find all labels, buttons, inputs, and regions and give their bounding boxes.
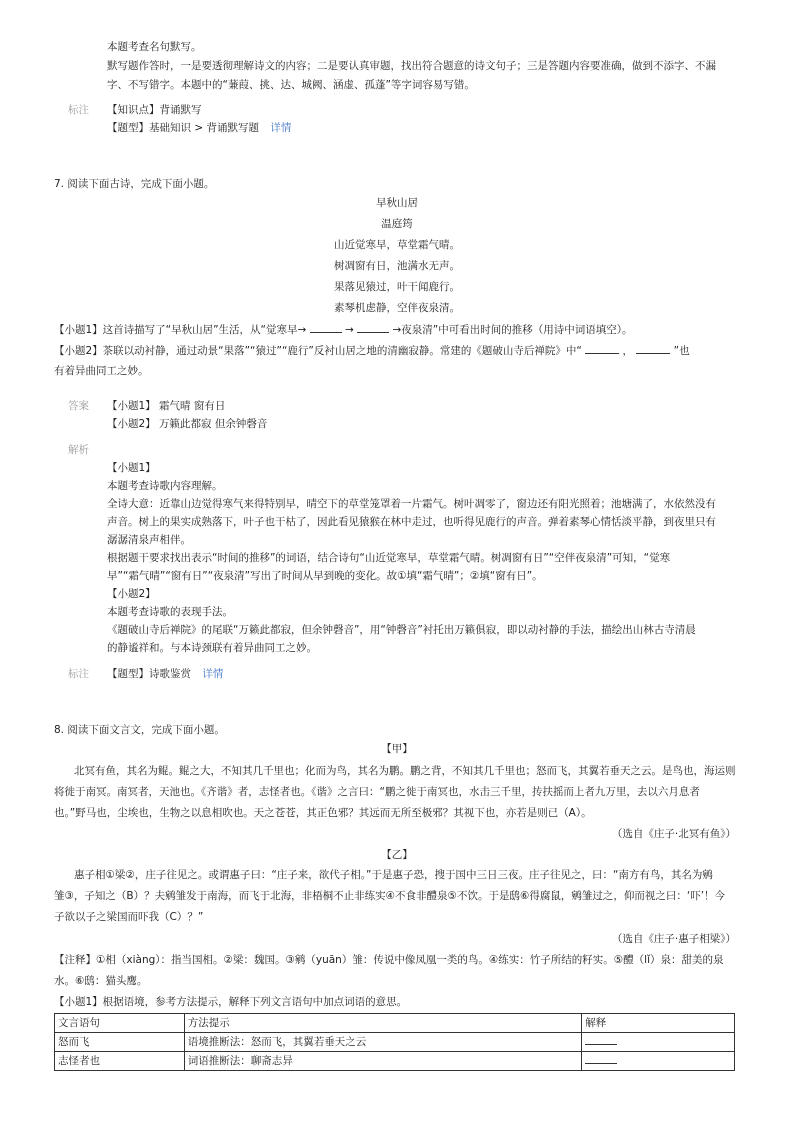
answer-blank[interactable] xyxy=(585,1053,617,1064)
q7-sub1-text: 【小题1】这首诗描写了“早秋山居”生活，从“觉寒早→ xyxy=(54,324,307,336)
q7-sub1 xyxy=(54,322,632,337)
q7-analysis-line: 【小题2】 xyxy=(107,588,156,600)
q7-stem: 7. 阅读下面古诗，完成下面小题。 xyxy=(54,178,215,190)
q8-notes-line1: 【注释】①相（xiàng）：指当国相。②梁：魏国。③鹓（yuān）雏：传说中像凤凰一类的鸟。④练实：竹子所结的籽实。⑤醴（lǐ）泉：甜美的泉 xyxy=(54,954,724,966)
q7-poem-line: 素琴机虑静，空伴夜泉清。 xyxy=(334,302,460,314)
q8-jia-title: 【甲】 xyxy=(381,743,413,755)
table-header-cell: 方法提示 xyxy=(184,1014,581,1033)
q8-yi-title: 【乙】 xyxy=(381,849,413,861)
q7-analysis-line: 本题考查诗歌的表现手法。 xyxy=(107,606,233,618)
q7-analysis-line: 潺潺清泉声相伴。 xyxy=(107,534,191,546)
q7-analysis-line: 【小题1】 xyxy=(107,462,156,474)
q7-type-tag xyxy=(107,667,223,681)
q7-analysis-line: 《题破山寺后禅院》的尾联“万籁此都寂，但余钟磬音”，用“钟磬音”衬托出万籁俱寂，即以动衬静的手法，描绘出山林古寺清晨 xyxy=(107,624,696,636)
prev-detail-link[interactable]: 详情 xyxy=(270,122,292,134)
prev-type-tag xyxy=(107,121,291,135)
q7-poem-author: 温庭筠 xyxy=(381,218,413,230)
prev-tag-label: 标注 xyxy=(68,104,89,116)
table-cell-hint: 语境推断法：怒而飞，其翼若垂天之云 xyxy=(184,1033,581,1052)
q7-detail-link[interactable]: 详情 xyxy=(202,668,224,680)
q7-sub2-text: 【小题2】茶联以动衬静，通过动景“果落”“猿过”“鹿行”反衬山居之地的清幽寂静。常建的《题破山寺后禅院》中“ xyxy=(54,345,582,357)
q7-analysis-line: 的静谧祥和。与本诗颈联有着异曲同工之妙。 xyxy=(107,642,317,654)
q7-analysis-line: 早”“霜气晴”“窗有日”“夜泉清”写出了时间从早到晚的变化。故①填“霜气晴”；②填“窗有日”。 xyxy=(107,570,543,582)
table-header-row xyxy=(55,1014,735,1033)
q8-notes-line2: 水。⑥鸱：猫头鹰。 xyxy=(54,975,148,987)
q7-sub1-arrow: → xyxy=(344,324,354,336)
q7-poem-line: 树凋窗有日，池满水无声。 xyxy=(334,260,460,272)
prev-analysis-line2: 默写题作答时，一是要透彻理解诗文的内容；二是要认真审题，找出符合题意的诗文句子；三是答题内容要准确，做到不添字、不漏 xyxy=(107,60,716,72)
q8-yi-line: 子欲以子之梁国而吓我（C）？” xyxy=(54,911,204,923)
q7-analysis-line: 根据题干要求找出表示“时间的推移”的词语，结合诗句“山近觉寒早，草堂霜气晴。树凋窗有日”“空伴夜泉清”可知，“觉寒 xyxy=(107,552,671,564)
table-cell-sentence: 怒而飞 xyxy=(55,1033,185,1052)
table-row xyxy=(55,1052,735,1071)
q7-analysis-label: 解析 xyxy=(68,444,89,456)
answer-blank[interactable] xyxy=(585,1034,617,1045)
q7-sub2 xyxy=(54,343,690,358)
q7-sub1-text-end: →夜泉清”中可看出时间的推移（用诗中词语填空）。 xyxy=(392,324,633,336)
table-cell-hint: 词语推断法：聊斋志异 xyxy=(184,1052,581,1071)
q7-analysis-line: 声音。树上的果实成熟落下，叶子也干枯了，因此看见猿猴在林中走过，也听得见鹿行的声音。弹着素琴心情恬淡平静，到夜里只有 xyxy=(107,516,716,528)
q8-stem: 8. 阅读下面文言文，完成下面小题。 xyxy=(54,724,225,736)
q8-sub1: 【小题1】根据语境，参考方法提示，解释下列文言语句中加点词语的意思。 xyxy=(54,996,408,1008)
table-cell-answer[interactable] xyxy=(582,1033,735,1052)
prev-knowledge-tag: 【知识点】背诵默写 xyxy=(107,104,202,116)
q8-yi-line: 雏③，子知之（B）？夫鹓雏发于南海，而飞于北海，非梧桐不止非练实④不食非醴泉⑤不饮。于是鸱⑥得腐鼠，鹓雏过之，仰而视之曰：‘吓’！今 xyxy=(54,890,726,902)
q7-poem-line: 山近觉寒早，草堂霜气晴。 xyxy=(334,239,460,251)
q8-yi-line: 惠子相①梁②，庄子往见之。或谓惠子曰：“庄子来，欲代子相。”于是惠子恐，搜于国中三日三夜。庄子往见之，曰：“南方有鸟，其名为鹓 xyxy=(74,869,713,881)
q7-sub2-cont: 有着异曲同工之妙。 xyxy=(54,365,149,377)
q7-answer1: 【小题1】 霜气晴 窗有日 xyxy=(107,400,226,412)
table-cell-sentence: 志怪者也 xyxy=(55,1052,185,1071)
q8-jia-line: 将徙于南冥。南冥者，天池也。《齐谐》者，志怪者也。《谐》之言曰：“鹏之徙于南冥也，水击三千里，抟扶摇而上者九万里，去以六月息者 xyxy=(54,786,700,798)
q7-analysis-line: 本题考查诗歌内容理解。 xyxy=(107,480,223,492)
answer-blank[interactable] xyxy=(585,343,619,354)
q7-type-text: 【题型】诗歌鉴赏 xyxy=(107,668,191,680)
prev-type-text: 【题型】基础知识 > 背诵默写题 xyxy=(107,122,259,134)
q7-answer-label: 答案 xyxy=(68,400,89,412)
q7-answer2: 【小题2】 万籁此都寂 但余钟磬音 xyxy=(107,418,268,430)
q8-yi-source: （选自《庄子·惠子相梁》） xyxy=(611,933,736,945)
q7-sub2-comma: ， xyxy=(622,345,633,357)
answer-blank[interactable] xyxy=(310,322,342,333)
table-header-cell: 解释 xyxy=(582,1014,735,1033)
vocab-table xyxy=(54,1013,735,1071)
q8-jia-line: 也。”野马也，尘埃也，生物之以息相吹也。天之苍苍，其正色邪？其远而无所至极邪？其视下也，亦若是则已（A）。 xyxy=(54,807,592,819)
q7-poem-title: 早秋山居 xyxy=(376,197,418,209)
q8-jia-line: 北冥有鱼，其名为鲲。鲲之大，不知其几千里也；化而为鸟，其名为鹏。鹏之背，不知其几千里也；怒而飞，其翼若垂天之云。是鸟也，海运则 xyxy=(74,765,736,777)
q7-poem-line: 果落见猿过，叶干闻鹿行。 xyxy=(334,281,460,293)
answer-blank[interactable] xyxy=(357,322,389,333)
q8-jia-source: （选自《庄子·北冥有鱼》） xyxy=(611,828,736,840)
answer-blank[interactable] xyxy=(636,343,670,354)
q7-tag-label: 标注 xyxy=(68,668,89,680)
prev-analysis-line1: 本题考查名句默写。 xyxy=(107,41,202,53)
q7-sub2-text-end: ”也 xyxy=(673,345,690,357)
table-cell-answer[interactable] xyxy=(582,1052,735,1071)
prev-analysis-line3: 字、不写错字。本题中的“蒹葭、挑、达、城阙、涵虚、孤蓬”等字词容易写错。 xyxy=(107,79,475,91)
q7-analysis-line: 全诗大意：近靠山边觉得寒气来得特别早，晴空下的草堂笼罩着一片霜气。树叶凋零了，窗边还有阳光照着；池塘满了，水依然没有 xyxy=(107,498,716,510)
table-header-cell: 文言语句 xyxy=(55,1014,185,1033)
table-row xyxy=(55,1033,735,1052)
